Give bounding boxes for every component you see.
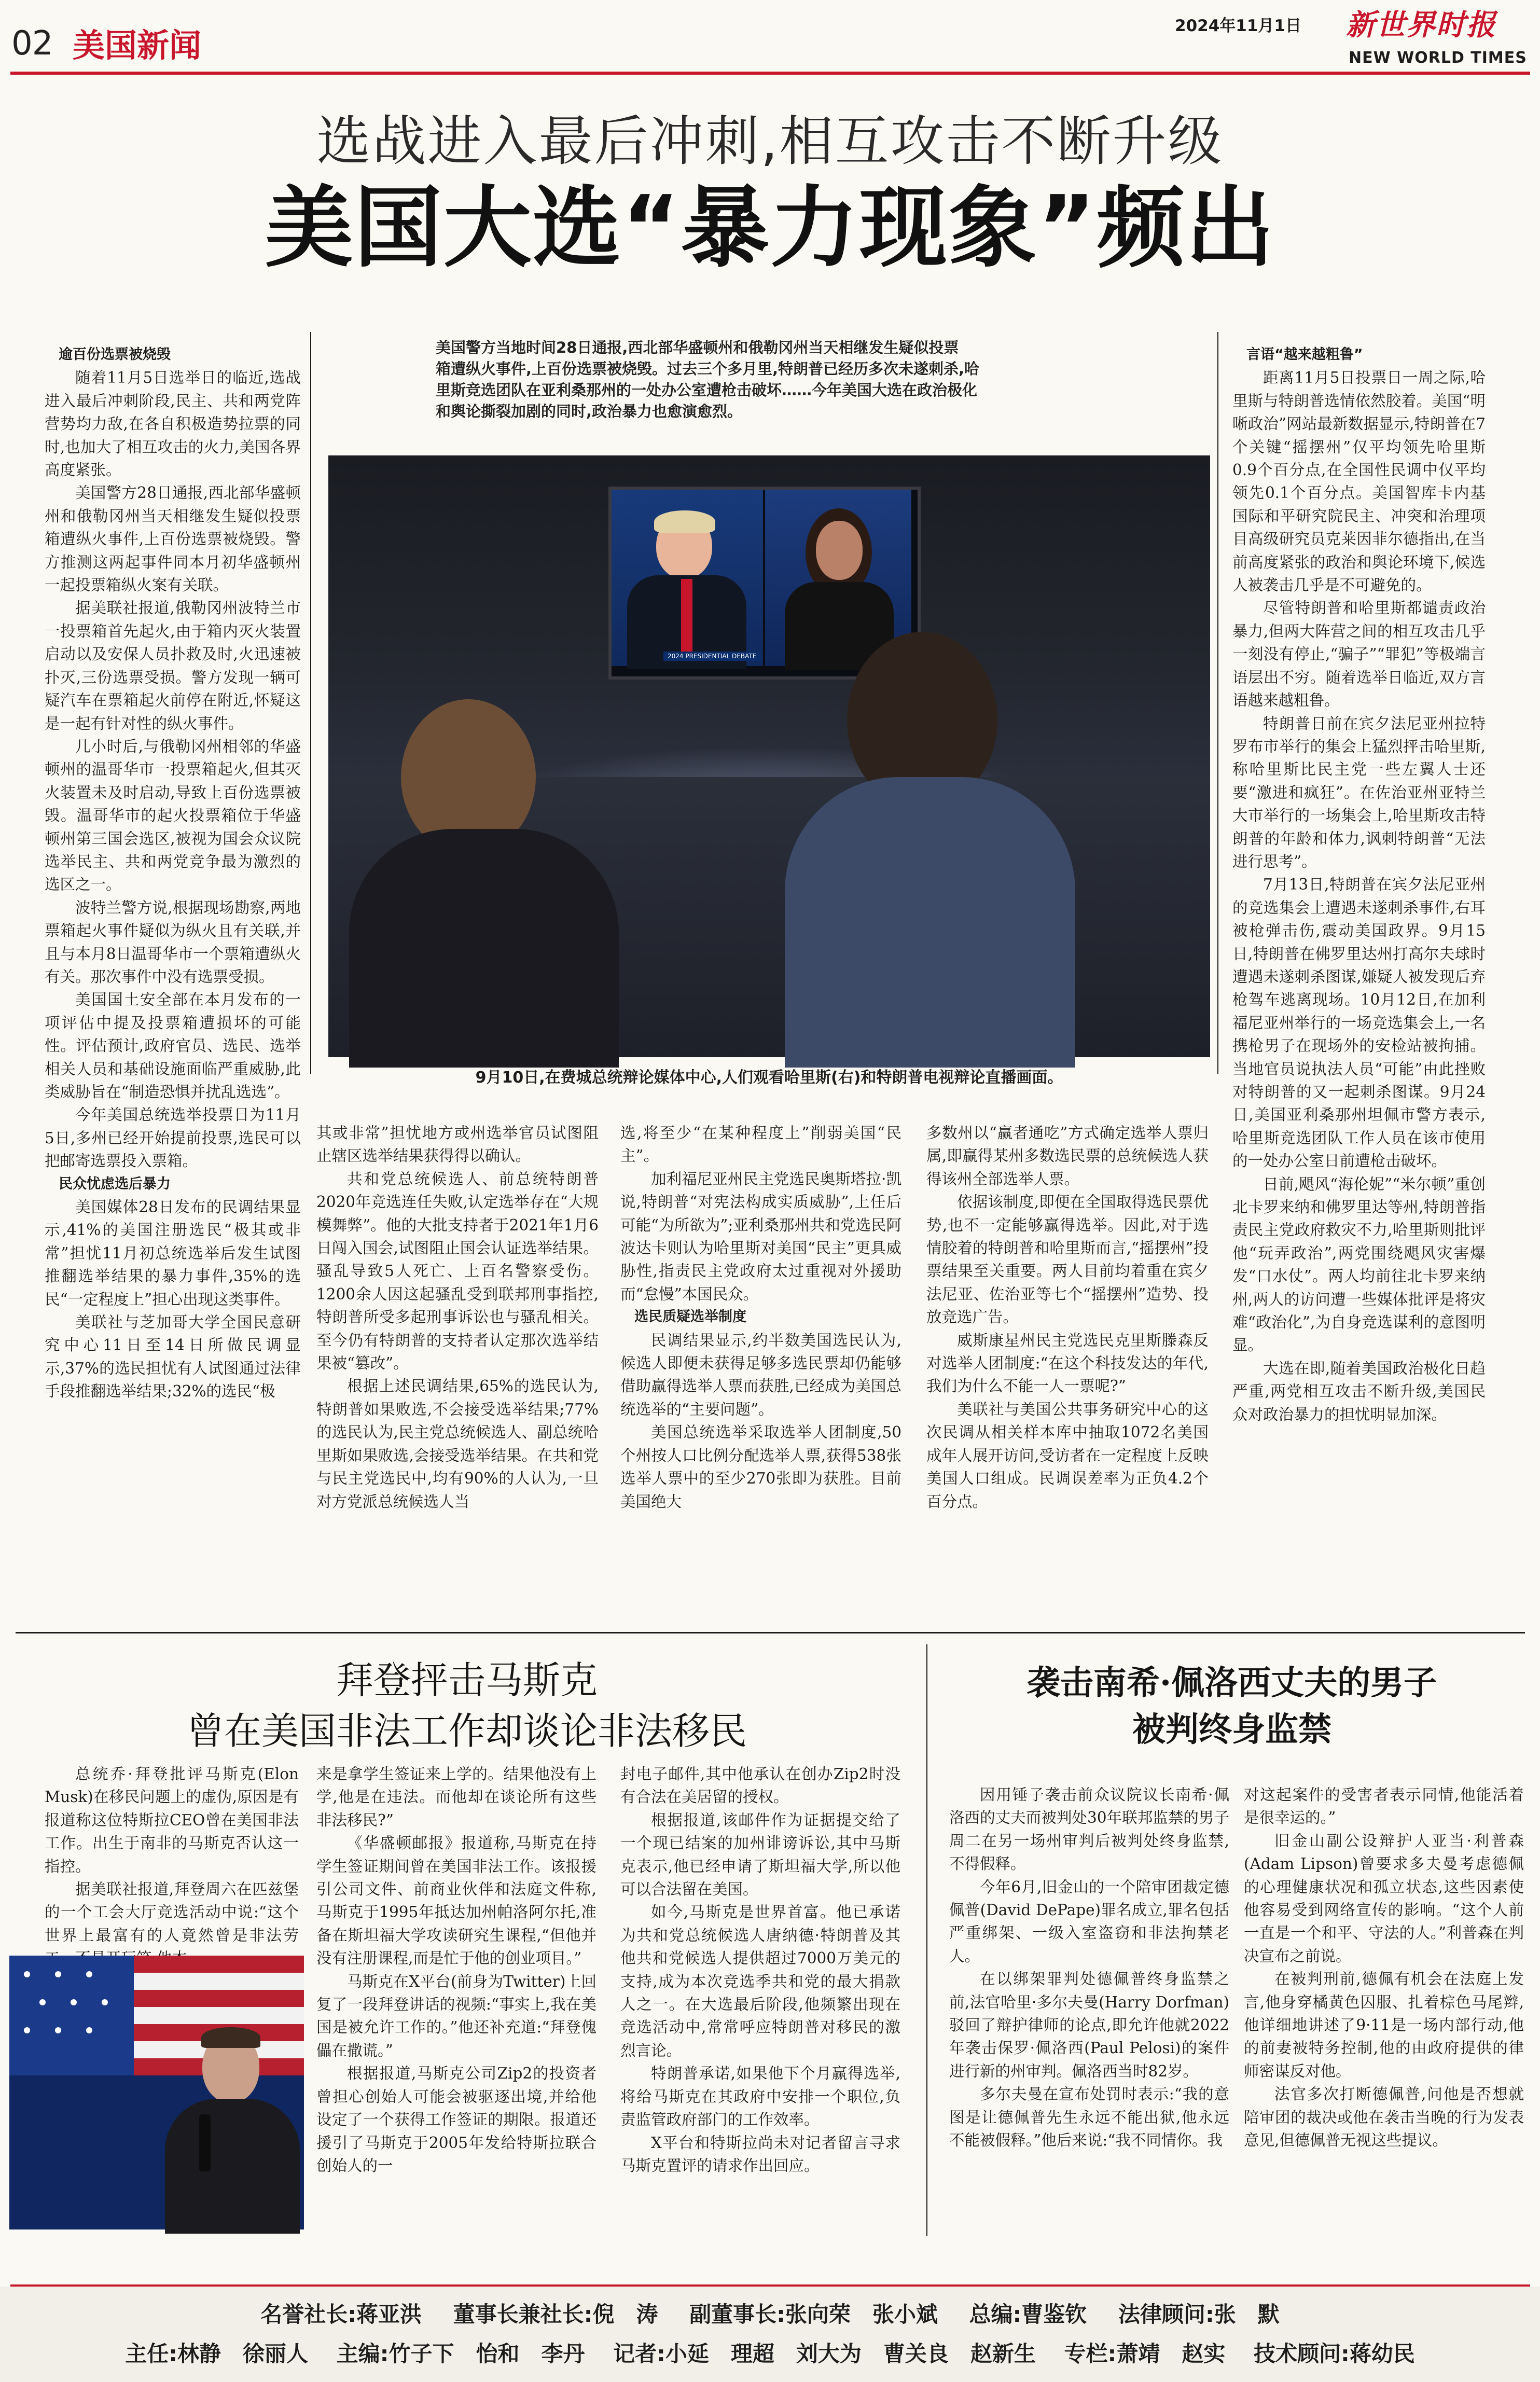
paragraph: 距离11月5日投票日一周之际,哈里斯与特朗普选情依然胶着。美国“明晰政治”网站最新数据显示,特朗普在7个关键“摇摆州”仅平均领先哈里斯0.9个百分点,在全国性民调中仅平均领先0.1个百分点。美国智库卡内基国际和平研究院民主、冲突和治理项目高级研究员克莱因菲尔德指出,在当前高度紧张的政治和舆论环境下,候选人被袭击几乎是不可避免的。 xyxy=(1232,369,1486,594)
paragraph: 几小时后,与俄勒冈州相邻的华盛顿州的温哥华市一投票箱起火,但其灭火装置未及时启动,导致上百份选票被毁。温哥华市的起火投票箱位于华盛顿州第三国会选区,被视为国会众议院选举民主、共和两党竞争最为激烈的选区之一。 xyxy=(45,737,301,894)
paragraph-continued: 多数州以“赢者通吃”方式确定选举人票归属,即赢得某州多数选民票的总统候选人获得该州全部选举人票。 xyxy=(926,1124,1209,1188)
paragraph: 在以绑架罪判处德佩普终身监禁之前,法官哈里·多尔夫曼(Harry Dorfman)驳回了辩护律师的论点,即允许他就2022年袭击保罗·佩洛西(Paul Pelosi)的案件进行新的州审判。佩洛西当时82岁。 xyxy=(949,1970,1229,2080)
paragraph: 美联社与芝加哥大学全国民意研究中心11日至14日所做民调显示,37%的选民担忧有人试图通过法律手段推翻选举结果;32%的选民“极 xyxy=(45,1313,301,1401)
staff-credit: 名誉社长:蒋亚洪 xyxy=(260,2302,422,2327)
footer-rule xyxy=(10,2284,1530,2287)
paragraph: 依据该制度,即便在全国取得选民票优势,也不一定能够赢得选举。因此,对于选情胶着的特朗普和哈里斯而言,“摇摆州”投票结果至关重要。两人目前均着重在宾夕法尼亚、佐治亚等七个“摇摆州”造势、投放竞选广告。 xyxy=(926,1193,1209,1326)
paragraph: 美国媒体28日发布的民调结果显示,41%的美国注册选民“极其或非常”担忧11月初总统选举后发生试图推翻选举结果的暴力事件,35%的选民“一定程度上”担心出现这类事件。 xyxy=(45,1198,301,1308)
deck-line: 和舆论撕裂加剧的同时,政治暴力也愈演愈烈。 xyxy=(436,403,743,420)
story2-headline-line: 曾在美国非法工作却谈论非法移民 xyxy=(186,1709,747,1753)
deck-line: 箱遭纵火事件,上百份选票被烧毁。过去三个多月里,特朗普已经历多次未遂刺杀,哈 xyxy=(436,360,980,378)
paragraph: 根据报道,该邮件作为证据提交给了一个现已结案的加州诽谤诉讼,其中马斯克表示,他已经申请了斯坦福大学,所以他可以合法留在美国。 xyxy=(620,1811,900,1899)
paragraph: 法官多次打断德佩普,问他是否想就陪审团的裁决或他在袭击当晚的行为发表意见,但德佩普无视这些提议。 xyxy=(1244,2085,1524,2150)
screen-harris-panel xyxy=(765,490,911,666)
lead-photo xyxy=(328,455,1210,1053)
subheading: 选民质疑选举制度 xyxy=(634,1309,746,1325)
paragraph-continued: 其或非常”担忧地方或州选举官员试图阻止辖区选举结果获得得以确认。 xyxy=(316,1124,599,1165)
paragraph: 美国警方28日通报,西北部华盛顿州和俄勒冈州当天相继发生疑似投票箱遭纵火事件,上百份选票被烧毁。警方推测这两起事件同本月初华盛顿州一起投票箱纵火案有关联。 xyxy=(45,484,301,594)
section-title: 美国新闻 xyxy=(73,26,202,64)
paragraph: 民调结果显示,约半数美国选民认为,候选人即便未获得足够多选民票却仍能够借助赢得选举人票而获胜,已经成为美国总统选举的“主要问题”。 xyxy=(620,1331,901,1418)
paragraph: 大选在即,随着美国政治极化日趋严重,两党相互攻击不断升级,美国民众对政治暴力的担忧明显加深。 xyxy=(1232,1359,1486,1423)
screen-trump-panel xyxy=(612,490,763,666)
subheading: 言语“越来越粗鲁” xyxy=(1246,347,1363,363)
staff-credit: 技术顾问:蒋幼民 xyxy=(1253,2341,1415,2366)
musk-hair xyxy=(201,2027,260,2048)
header-rule xyxy=(10,72,1530,75)
lead-column-2 xyxy=(316,1121,599,1625)
story2-column-1 xyxy=(45,1763,299,1949)
staff-credit: 法律顾问:张 默 xyxy=(1118,2302,1280,2327)
screen-chyron: 2024 PRESIDENTIAL DEBATE xyxy=(663,652,760,661)
paragraph: 因用锤子袭击前众议院议长南希·佩洛西的丈夫而被判处30年联邦监禁的男子周二在另一场州审判后被判处终身监禁,不得假释。 xyxy=(949,1786,1229,1873)
paragraph: 《华盛顿邮报》报道称,马斯克在持学生签证期间曾在美国非法工作。该报援引公司文件、前商业伙伴和法庭文件称,马斯克于1995年抵达加州帕洛阿尔托,准备在斯坦福大学攻读研究生课程,“但他并没有注册课程,而是忙于他的创业项目。” xyxy=(316,1834,596,1968)
story2-column-2 xyxy=(316,1763,596,2229)
paragraph: 据美联社报道,拜登周六在匹兹堡的一个工会大厅竞选活动中说:“这个世界上最富有的人竟然曾是非法劳 xyxy=(45,1880,299,1944)
paragraph: 特朗普承诺,如果他下个月赢得选举,将给马斯克在其政府中安排一个职位,负责监管政府部门的工作效率。 xyxy=(620,2065,900,2129)
lead-deck xyxy=(436,337,1193,422)
staff-credit: 董事长兼社长:倪 涛 xyxy=(453,2302,658,2327)
issue-date: 2024年11月1日 xyxy=(1175,17,1301,35)
paragraph: 今年美国总统选举投票日为11月5日,多州已经开始提前投票,选民可以把邮寄选票投入票箱。 xyxy=(45,1106,301,1170)
paragraph-continued: 封电子邮件,其中他承认在创办Zip2时没有合法在美居留的授权。 xyxy=(620,1765,900,1806)
paragraph: 根据上述民调结果,65%的选民认为,特朗普如果败选,不会接受选举结果;77%的选民认为,民主党总统候选人、副总统哈里斯如果败选,会接受选举结果。在共和党与民主党选民中,均有90%的人认为,一旦对方党派总统候选人当 xyxy=(316,1377,599,1511)
harris-head xyxy=(816,521,863,580)
paragraph-continued: 对这起案件的受害者表示同情,他能活着是很幸运的。” xyxy=(1244,1786,1524,1827)
paragraph: 总统乔·拜登批评马斯克(Elon Musk)在移民问题上的虚伪,原因是有报道称这位特斯拉CEO曾在美国非法工作。出生于南非的马斯克否认这一指控。 xyxy=(45,1765,299,1875)
masthead-english: NEW WORLD TIMES xyxy=(1349,49,1527,67)
photo-woman-body xyxy=(349,829,619,1068)
story3-headline-line: 袭击南希·佩洛西丈夫的男子 xyxy=(1026,1664,1437,1702)
story2-headline-line: 拜登抨击马斯克 xyxy=(336,1658,598,1702)
paragraph: 美国国土安全部在本月发布的一项评估中提及投票箱遭损坏的可能性。评估预计,政府官员、选民、选举相关人员和基础设施面临严重威胁,此类威胁旨在“制造恐惧并扰乱选选”。 xyxy=(45,991,301,1101)
paragraph: 多尔夫曼在宣布处罚时表示:“我的意图是让德佩普先生永远不能出狱,他永远不能被假释。”他后来说:“我不同情你。我 xyxy=(949,2085,1229,2150)
paragraph: 随着11月5日选举日的临近,选战进入最后冲刺阶段,民主、共和两党阵营势均力敌,在各自积极造势拉票的同时,也加大了相互攻击的火力,美国各界高度紧张。 xyxy=(45,369,301,479)
photo-screen xyxy=(608,487,921,680)
paragraph: 马斯克在X平台(前身为Twitter)上回复了一段拜登讲话的视频:“事实上,我在美国是被允许工作的。”他还补充道:“拜登傀儡在撒谎。” xyxy=(316,1972,596,2059)
staff-credit: 总编:曹鉴钦 xyxy=(969,2302,1087,2327)
paragraph: 日前,飓风“海伦妮”“米尔顿”重创北卡罗来纳和佛罗里达等州,特朗普指责民主党政府救灾不力,哈里斯则批评他“玩弄政治”,两党围绕飓风灾害爆发“口水仗”。两人均前往北卡罗来纳州,两人的访问遭一些媒体批评是将灾难“政治化”,为自身竞选谋利的意图明显。 xyxy=(1232,1175,1486,1354)
paragraph: 美联社与美国公共事务研究中心的这次民调从相关样本库中抽取1072名美国成年人展开访问,受访者在一定程度上反映美国人口组成。民调误差率为正负4.2个百分点。 xyxy=(926,1400,1209,1511)
story3-column-2 xyxy=(1244,1783,1524,2229)
staff-credit: 副董事长:张向荣 张小斌 xyxy=(689,2302,938,2327)
story2-headline xyxy=(21,1655,913,1756)
subheading: 民众忧虑选后暴力 xyxy=(59,1175,171,1192)
lead-column-3 xyxy=(620,1121,901,1625)
lead-column-4 xyxy=(926,1121,1209,1625)
lead-column-5 xyxy=(1232,343,1486,1609)
paragraph: 波特兰警方说,根据现场勘察,两地票箱起火事件疑似为纵火且有关联,并且与本月8日温哥华市一个票箱遭纵火有关。那次事件中没有选票受损。 xyxy=(45,898,301,986)
paragraph: 今年6月,旧金山的一个陪审团裁定德佩普(David DePape)罪名成立,罪名包括严重绑架、一级入室盗窃和非法拘禁老人。 xyxy=(949,1878,1229,1965)
paragraph: 威斯康星州民主党选民克里斯滕森反对选举人团制度:“在这个科技发达的年代,我们为什么不能一人一票呢?” xyxy=(926,1331,1209,1395)
photo-man-body xyxy=(785,777,1075,1068)
story3-column-1 xyxy=(949,1783,1229,2229)
paragraph: 根据报道,马斯克公司Zip2的投资者曾担心创始人可能会被驱逐出境,并给他设定了一个获得工作签证的期限。报道还援引了马斯克于2005年发给特斯拉联合创始人的一 xyxy=(316,2065,596,2175)
paragraph: 加利福尼亚州民主党选民奥斯塔拉·凯说,特朗普“对宪法构成实质威胁”,上任后可能“为所欲为”;亚利桑那州共和党选民阿波达卡则认为哈里斯对美国“民主”更具威胁性,指责民主党政府太过重视对外援助而“怠慢”本国民众。 xyxy=(620,1170,901,1303)
musk-photo xyxy=(9,1956,304,2229)
paragraph: 如今,马斯克是世界首富。他已承诺为共和党总统候选人唐纳德·特朗普及其他共和党候选人提供超过7000万美元的支持,成为本次竞选季共和党的最大捐款人之一。在大选最后阶段,他频繁出现在竞选活动中,常常呼应特朗普对移民的激烈言论。 xyxy=(620,1903,900,2059)
staff-credit: 专栏:萧靖 赵实 xyxy=(1064,2341,1226,2366)
staff-line-2 xyxy=(0,2339,1540,2369)
page-number: 02 xyxy=(11,24,53,63)
lead-photo-caption: 9月10日,在费城总统辩论媒体中心,人们观看哈里斯(右)和特朗普电视辩论直播画面。 xyxy=(475,1069,1063,1087)
paragraph: 共和党总统候选人、前总统特朗普2020年竞选连任失败,认定选举存在“大规模舞弊”。他的大批支持者于2021年1月6日闯入国会,试图阻止国会认证选举结果。骚乱导致5人死亡、上百名警察受伤。1200余人因这起骚乱受到联邦刑事指控,特朗普所受多起刑事诉讼也与骚乱相关。至今仍有特朗普的支持者认定那次选举结果被“篡改”。 xyxy=(316,1170,599,1373)
paragraph: 据美联社报道,俄勒冈州波特兰市一投票箱首先起火,由于箱内灭火装置启动以及安保人员扑救及时,火迅速被扑灭,三份选票受损。警方发现一辆可疑汽车在票箱起火前停在附近,怀疑这是一起有针对性的纵火事件。 xyxy=(45,599,301,732)
paragraph-continued: 选,将至少“在某种程度上”削弱美国“民主”。 xyxy=(620,1124,901,1165)
deck-line: 美国警方当地时间28日通报,西北部华盛顿州和俄勒冈州当天相继发生疑似投票 xyxy=(436,339,959,356)
staff-credit: 主编:竹子下 怡和 李丹 xyxy=(336,2341,585,2366)
paragraph: 在被判刑前,德佩有机会在法庭上发言,他身穿橘黄色囚服、扎着棕色马尾辫,他详细地讲述了9·11是一场内部行动,他的前妻被特务控制,他的由政府提供的律师密谋反对他。 xyxy=(1244,1970,1524,2080)
story2-column-3 xyxy=(620,1763,900,2229)
staff-credit: 记者:小延 理超 刘大为 曹关良 赵新生 xyxy=(613,2341,1036,2366)
paragraph: 旧金山副公设辩护人亚当·利普森(Adam Lipson)曾要求多夫曼考虑德佩的心理健康状况和孤立状态,这些因素使他容易受到网络宣传的影响。“这个人前一直是一个和平、守法的人。”利普森在判决宣布之前说。 xyxy=(1244,1832,1524,1965)
section-rule xyxy=(16,1632,1525,1633)
paragraph: 美国总统选举采取选举人团制度,50个州按人口比例分配选举人票,获得538张选举人票中的至少270张即为获胜。目前美国绝大 xyxy=(620,1423,901,1511)
staff-credit: 主任:林静 徐丽人 xyxy=(125,2341,309,2366)
paragraph-continued: 来是拿学生签证来上学的。结果他没有上学,他是在违法。而他却在谈论所有这些非法移民?” xyxy=(316,1765,596,1829)
deck-line: 里斯竞选团队在亚利桑那州的一处办公室遭枪击破坏……今年美国大选在政治极化 xyxy=(436,381,978,399)
paragraph: 尽管特朗普和哈里斯都谴责政治暴力,但两大阵营之间的相互攻击几乎一刻没有停止,“骗子”“罪犯”等极端言语层出不穷。随着选举日临近,双方言语越来越粗鲁。 xyxy=(1232,599,1486,710)
staff-line-1 xyxy=(0,2300,1540,2329)
paragraph: 7月13日,特朗普在宾夕法尼亚州的竞选集会上遭遇未遂刺杀事件,右耳被枪弹击伤,震动美国政界。9月15日,特朗普在佛罗里达州打高尔夫球时遭遇未遂刺杀图谋,嫌疑人被发现后弃枪驾车逃离现场。10月12日,在加利福尼亚州举行的一场竞选集会上,一名携枪男子在现场外的安检站被拘捕。当地官员说执法人员“可能”由此挫败对特朗普的又一起刺杀图谋。9月24日,美国亚利桑那州坦佩市警方表示,哈里斯竞选团队工作人员在该市使用的一处办公室日前遭枪击破坏。 xyxy=(1232,876,1486,1170)
story3-headline-line: 被判终身监禁 xyxy=(1132,1710,1331,1749)
lead-headline: 美国大选“暴力现象”频出 xyxy=(265,177,1275,280)
trump-tie xyxy=(681,579,692,657)
masthead-logo: 新世界时报 xyxy=(1346,8,1496,42)
column-rule xyxy=(926,1644,927,2236)
trump-hair xyxy=(654,510,715,533)
musk-body xyxy=(165,2099,300,2234)
story3-headline xyxy=(934,1660,1530,1753)
paragraph: X平台和特斯拉尚未对记者留言寻求马斯克置评的请求作出回应。 xyxy=(620,2134,900,2175)
lead-column-1 xyxy=(45,343,301,1609)
paragraph: 特朗普日前在宾夕法尼亚州拉特罗布市举行的集会上猛烈抨击哈里斯,称哈里斯比民主党一些左翼人士还要“激进和疯狂”。在佐治亚州亚特兰大市举行的一场集会上,哈里斯攻击特朗普的年龄和体力,讽刺特朗普“无法进行思考”。 xyxy=(1232,714,1486,870)
subheading: 逾百份选票被烧毁 xyxy=(59,347,171,363)
column-rule xyxy=(1217,332,1218,1074)
microphone xyxy=(199,2114,211,2171)
column-rule xyxy=(310,332,311,1074)
lead-kicker: 选战进入最后冲刺,相互攻击不断升级 xyxy=(316,109,1224,173)
